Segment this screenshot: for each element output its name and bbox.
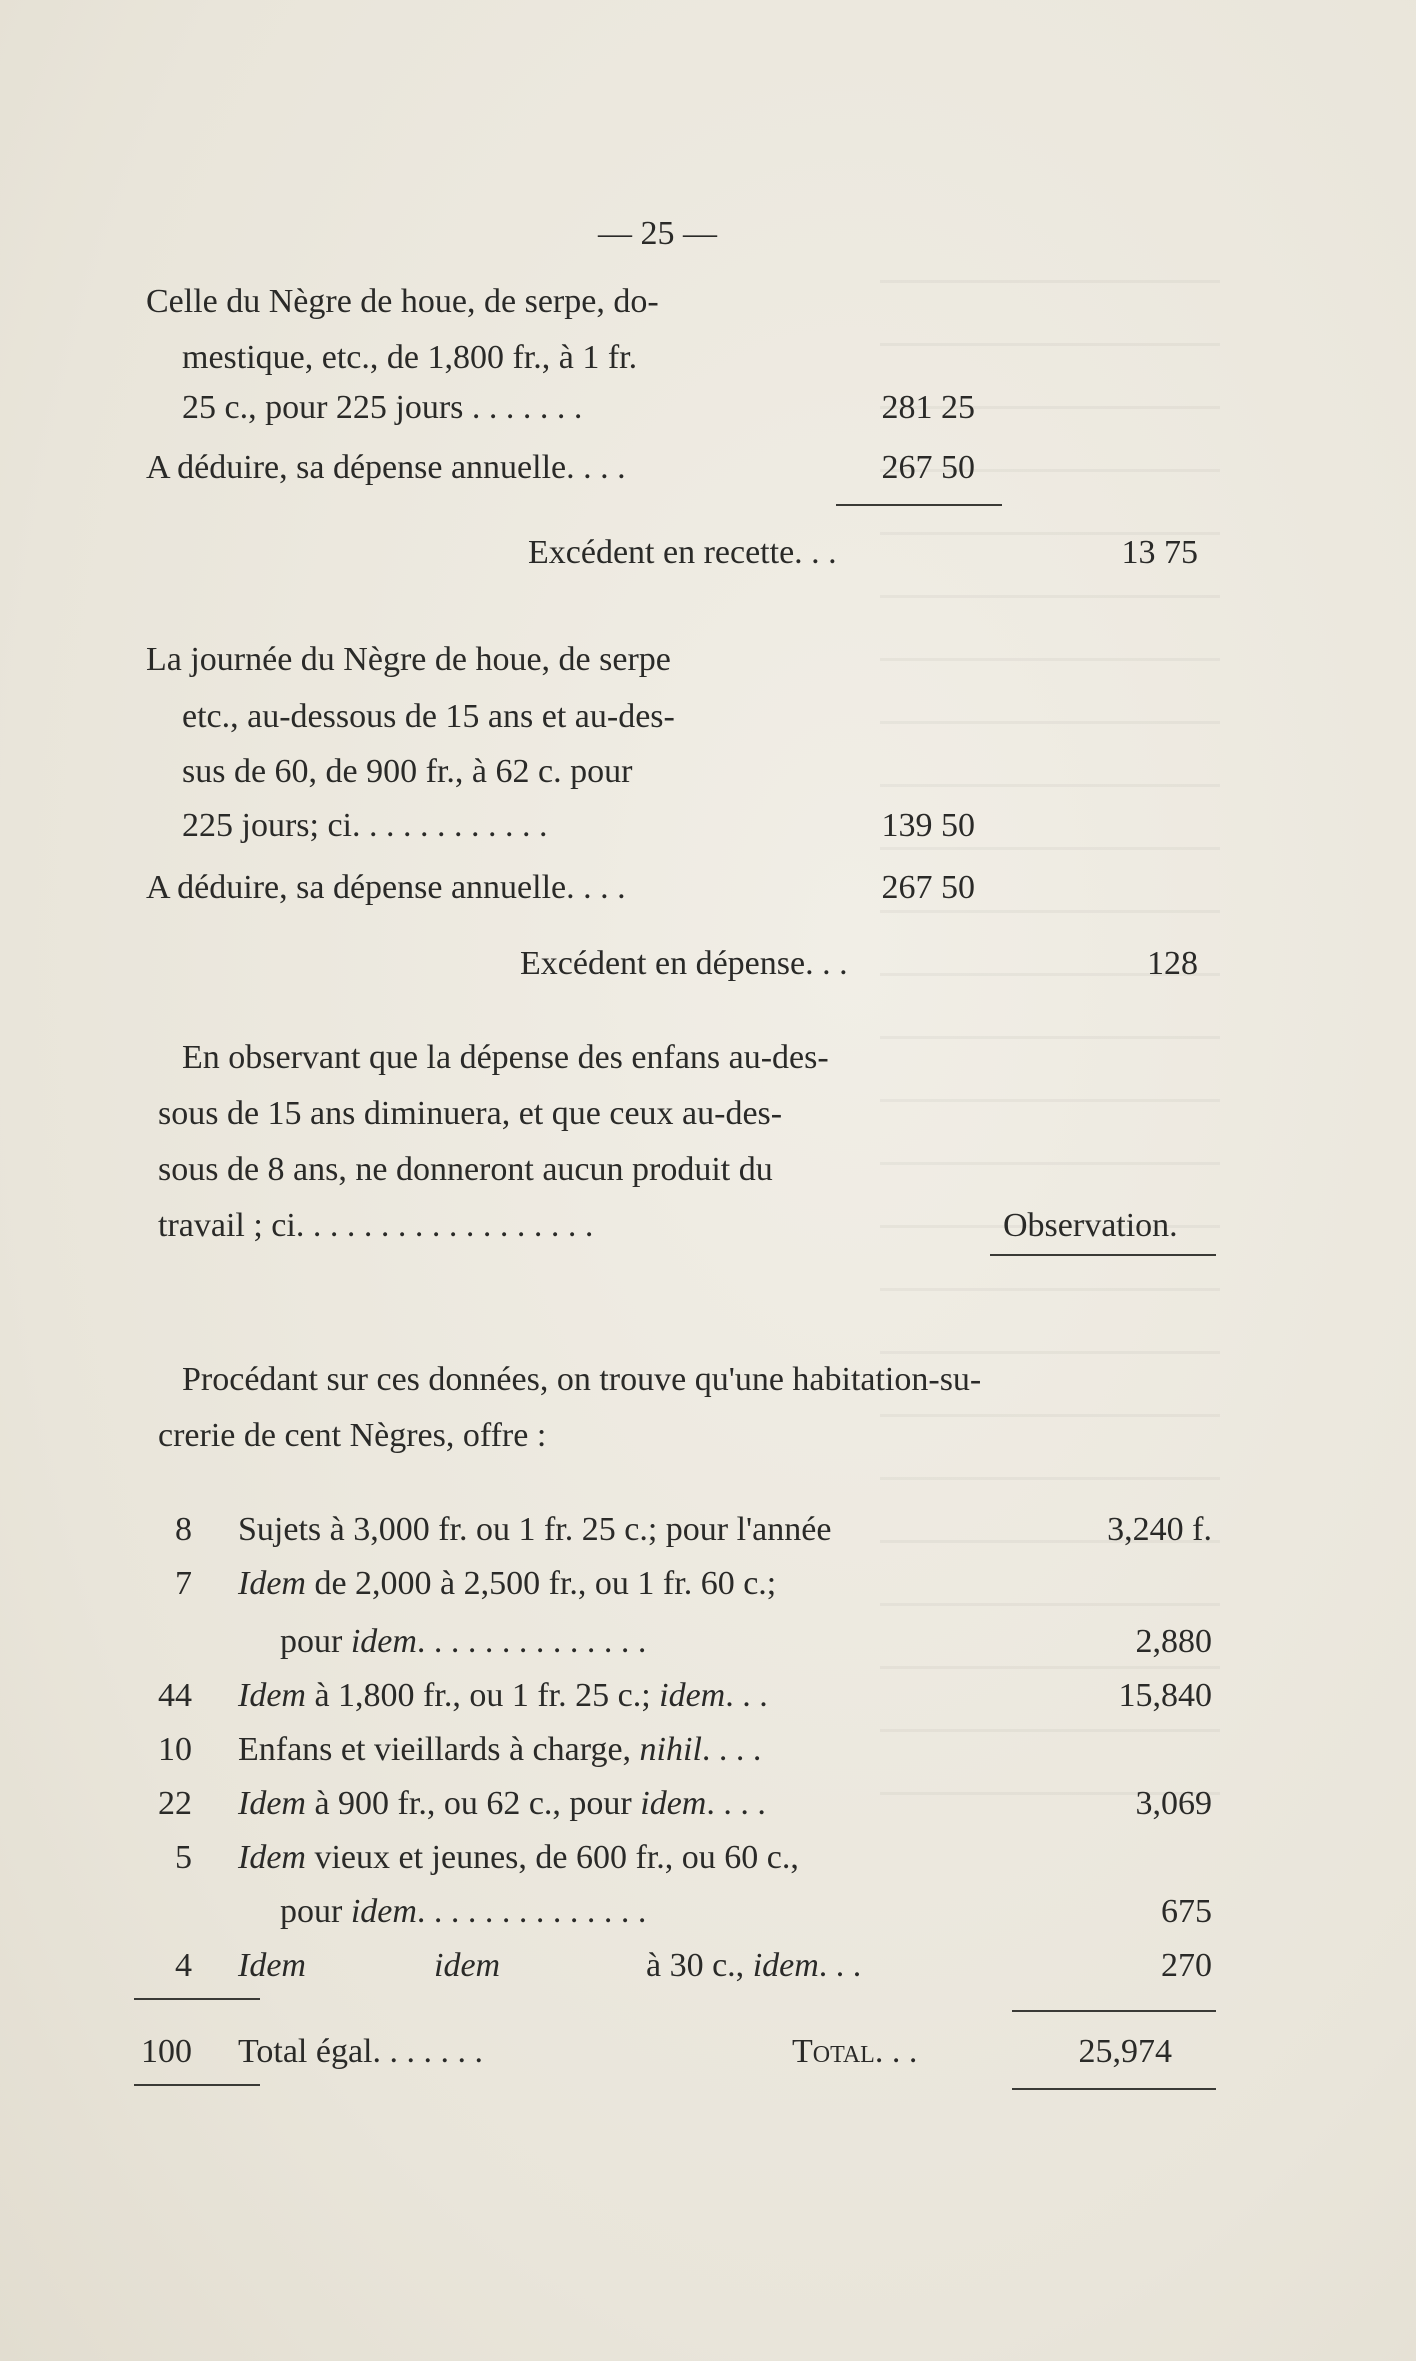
block2-excess-amount: 128: [1147, 945, 1198, 982]
row-desc: à 30 c., idem. . .: [646, 1947, 862, 1984]
block1-excess-amount: 13 75: [1121, 534, 1198, 571]
row-count: 7: [175, 1565, 192, 1602]
amount-rule-bottom: [1012, 2088, 1216, 2090]
block2-amount: 139 50: [881, 807, 975, 844]
block1-excess-label: Excédent en recette. . .: [528, 534, 837, 571]
count-rule: [134, 1998, 260, 2000]
row-desc-idem: idem: [434, 1947, 501, 1984]
total-amount: 25,974: [1078, 2033, 1172, 2070]
row-amount: 675: [1161, 1893, 1212, 1930]
row-desc-continued: pour idem. . . . . . . . . . . . . .: [280, 1623, 647, 1660]
block1-line: 25 c., pour 225 jours . . . . . . .: [182, 389, 583, 426]
block2-line: La journée du Nègre de houe, de serpe: [146, 641, 671, 678]
page-number: — 25 —: [598, 215, 717, 252]
row-desc: Idem de 2,000 à 2,500 fr., ou 1 fr. 60 c.;: [238, 1565, 777, 1602]
row-count: 5: [175, 1839, 192, 1876]
row-desc: Idem vieux et jeunes, de 600 fr., ou 60 c.,: [238, 1839, 799, 1876]
total-label: Total égal. . . . . . .: [238, 2033, 484, 2070]
row-amount: 3,069: [1135, 1785, 1212, 1822]
row-desc: Idem à 1,800 fr., ou 1 fr. 25 c.; idem. . .: [238, 1677, 768, 1714]
block2-excess-label: Excédent en dépense. . .: [520, 945, 848, 982]
row-desc: Sujets à 3,000 fr. ou 1 fr. 25 c.; pour l'année: [238, 1511, 832, 1548]
row-amount: 2,880: [1135, 1623, 1212, 1660]
observation-rule: [990, 1254, 1216, 1256]
amount-rule: [1012, 2010, 1216, 2012]
block1-amount: 281 25: [881, 389, 975, 426]
row-desc: Enfans et vieillards à charge, nihil. . . .: [238, 1731, 762, 1768]
block1-line: mestique, etc., de 1,800 fr., à 1 fr.: [182, 339, 638, 376]
block2-line: etc., au-dessous de 15 ans et au-des-: [182, 698, 675, 735]
row-desc: Idem à 900 fr., ou 62 c., pour idem. . . .: [238, 1785, 766, 1822]
block2-line: sus de 60, de 900 fr., à 62 c. pour: [182, 753, 633, 790]
block3-line: travail ; ci. . . . . . . . . . . . . . . . . .: [158, 1207, 594, 1244]
block3-line: En observant que la dépense des enfans au-des-: [182, 1039, 829, 1076]
row-amount: 270: [1161, 1947, 1212, 1984]
total-word: Total. . .: [792, 2033, 918, 2070]
observation-label: Observation.: [1003, 1207, 1178, 1244]
block2-deduct-label: A déduire, sa dépense annuelle. . . .: [146, 869, 626, 906]
row-amount: 3,240 f.: [1107, 1511, 1212, 1548]
block1-deduct-amount: 267 50: [881, 449, 975, 486]
row-count: 22: [158, 1785, 192, 1822]
block1-deduct-label: A déduire, sa dépense annuelle. . . .: [146, 449, 626, 486]
row-desc-idem: Idem: [238, 1947, 306, 1984]
count-rule-bottom: [134, 2084, 260, 2086]
row-amount: 15,840: [1118, 1677, 1212, 1714]
row-count: 10: [158, 1731, 192, 1768]
block1-line: Celle du Nègre de houe, de serpe, do-: [146, 283, 659, 320]
block3-line: sous de 15 ans diminuera, et que ceux au-des-: [158, 1095, 783, 1132]
intro-line: crerie de cent Nègres, offre :: [158, 1417, 547, 1454]
row-count: 44: [158, 1677, 192, 1714]
block2-deduct-amount: 267 50: [881, 869, 975, 906]
intro-line: Procédant sur ces données, on trouve qu'une habitation-su-: [182, 1361, 982, 1398]
block2-line: 225 jours; ci. . . . . . . . . . . .: [182, 807, 548, 844]
block3-line: sous de 8 ans, ne donneront aucun produit du: [158, 1151, 773, 1188]
row-desc-continued: pour idem. . . . . . . . . . . . . .: [280, 1893, 647, 1930]
row-count: 4: [175, 1947, 192, 1984]
sum-rule: [836, 504, 1002, 506]
row-count: 8: [175, 1511, 192, 1548]
total-count: 100: [141, 2033, 192, 2070]
